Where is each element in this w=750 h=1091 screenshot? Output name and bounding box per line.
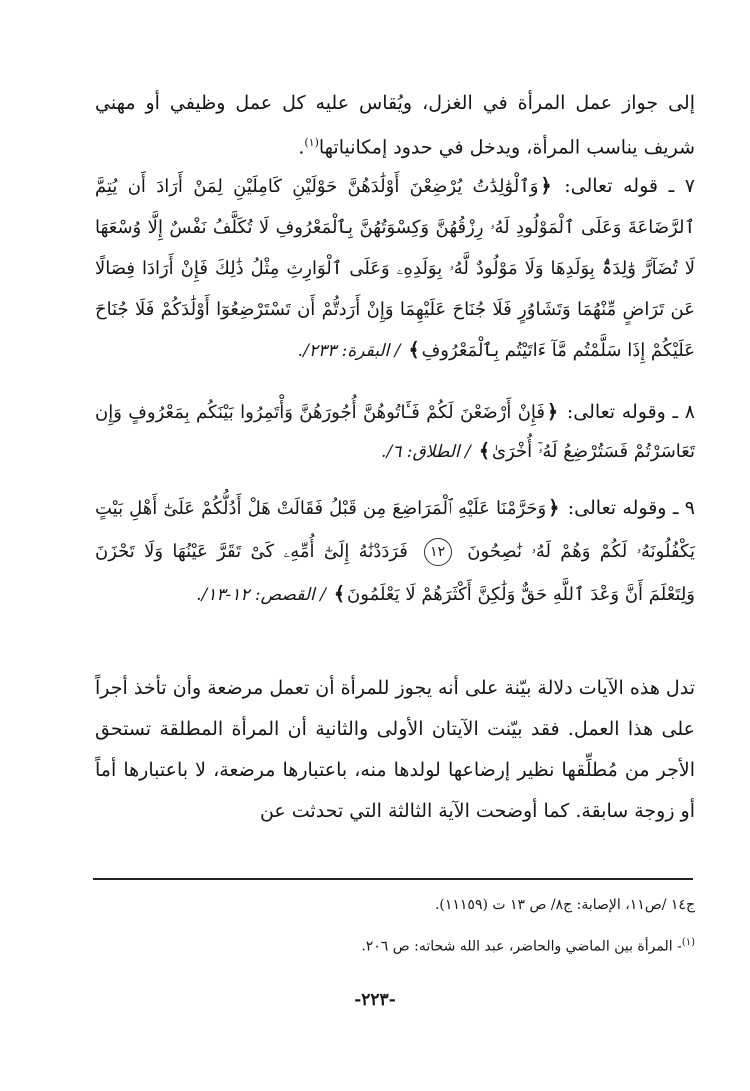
footnote-divider xyxy=(93,878,693,880)
verse-number-marker: ١٢ xyxy=(424,538,452,566)
ayah-8-paragraph xyxy=(95,393,695,472)
analysis-text: تدل هذه الآيات دلالة بيّنة على أنه يجوز للمرأة أن تعمل مرضعة وأن تأخذ أجراً على هذا العمل. فقد بيّنت الآيتان الأولى والثانية أن المرأة المطلقة تستحق الأجر من مُطلِّقها نظير إرضاعها لولدها منه، باعتبارها مرضعة، لا باعتبارها أماً أو زوجة سابقة. كما أوضحت الآية الثالثة التي تحدثت عن xyxy=(95,677,695,822)
ornate-bracket-close: ﴾ xyxy=(333,583,346,605)
ayah-8-reference: / الطلاق: ٦/. xyxy=(381,442,471,462)
ayah-7-reference: / البقرة: ٢٣٣/. xyxy=(297,341,401,361)
footnote-text: - المرأة بين الماضي والحاضر، عبد الله شحاته: ص ٢٠٦. xyxy=(361,938,682,955)
ornate-bracket-open: ﴿ xyxy=(540,175,552,197)
ayah-7-paragraph xyxy=(95,166,695,371)
ornate-bracket-close: ﴾ xyxy=(478,440,490,462)
footnote-text: ج١٤ /ص١١، الإصابة: ج٨/ ص ١٣ ت (١١١٥٩). xyxy=(434,897,695,913)
intro-text: إلى جواز عمل المرأة في الغزل، ويُقاس عليه كل عمل وظيفي أو مهني شريف يناسب المرأة، ويدخل في حدود إمكانياتها xyxy=(95,92,695,159)
ayah-9-text-part-1: وَحَرَّمْنَا عَلَيْهِ ٱلْمَرَاضِعَ مِن قَبْلُ فَقَالَتْ هَلْ أَدُلُّكُمْ عَلَىٰٓ أَهْلِ بَيْتٍ يَكْفُلُونَهُۥ لَكُمْ وَهُمْ لَهُۥ نَٰصِحُونَ xyxy=(95,498,695,562)
analysis-paragraph xyxy=(95,668,695,832)
footnote-continued xyxy=(95,894,695,916)
ornate-bracket-open: ﴿ xyxy=(548,497,560,519)
footnote-marker: (١) xyxy=(304,136,319,149)
ornate-bracket-open: ﴿ xyxy=(547,401,559,423)
page-number: -٢٢٣- xyxy=(354,990,396,1010)
intro-paragraph: إلى جواز عمل المرأة في الغزل، ويُقاس عليه كل عمل وظيفي أو مهني شريف يناسب المرأة، ويدخل في حدود إمكانياتها$^{(١)}$. xyxy=(95,92,695,159)
ayah-8-label: ٨ ـ وقوله تعالى: xyxy=(566,401,695,423)
ayah-9-paragraph xyxy=(95,487,695,616)
ayah-7-label: ٧ ـ قوله تعالى: xyxy=(564,175,695,197)
ayah-9-text-part-2: فَرَدَدْنَٰهُ إِلَىٰٓ أُمِّهِۦ كَىْ تَقَرَّ عَيْنُهَا وَلَا تَحْزَنَ وَلِتَعْلَمَ أَنَّ وَعْدَ ٱللَّهِ حَقٌّ وَلَٰكِنَّ أَكْثَرَهُمْ لَا يَعْلَمُونَ xyxy=(95,541,695,605)
ornate-bracket-close: ﴾ xyxy=(408,339,420,361)
ayah-9-reference: / القصص: ١٢-١٣/. xyxy=(196,585,326,605)
ayah-8-text: فَإِنْ أَرْضَعْنَ لَكُمْ فَـَٔاتُوهُنَّ أُجُورَهُنَّ وَأْتَمِرُوا بَيْنَكُم بِمَعْرُوفٍ وَإِن تَعَاسَرْتُمْ فَسَتُرْضِعُ لَهُۥٓ أُخْرَىٰ xyxy=(95,402,695,462)
ayah-7-text: وَٱلْوَٰلِدَٰتُ يُرْضِعْنَ أَوْلَٰدَهُنَّ حَوْلَيْنِ كَامِلَيْنِ لِمَنْ أَرَادَ أَن يُتِمَّ ٱلرَّضَاعَةَ وَعَلَى ٱلْمَوْلُودِ لَهُۥ رِزْقُهُنَّ وَكِسْوَتُهُنَّ بِٱلْمَعْرُوفِ لَا تُكَلَّفُ نَفْسٌ إِلَّا وُسْعَهَا لَا تُضَآرَّ وَٰلِدَةٌۢ بِوَلَدِهَا وَلَا مَوْلُودٌ لَّهُۥ بِوَلَدِهِۦ وَعَلَى ٱلْوَارِثِ مِثْلُ ذَٰلِكَ فَإِنْ أَرَادَا فِصَالًا عَن تَرَاضٍ مِّنْهُمَا وَتَشَاوُرٍ فَلَا جُنَاحَ عَلَيْهِمَا وَإِنْ أَرَدتُّمْ أَن تَسْتَرْضِعُوٓا أَوْلَٰدَكُمْ فَلَا جُنَاحَ عَلَيْكُمْ إِذَا سَلَّمْتُم مَّآ ءَاتَيْتُم بِٱلْمَعْرُوفِ xyxy=(95,176,695,361)
footnote-number: (١) xyxy=(681,937,695,948)
ayah-9-label: ٩ ـ وقوله تعالى: xyxy=(567,497,695,519)
footnote-1 xyxy=(95,932,695,958)
